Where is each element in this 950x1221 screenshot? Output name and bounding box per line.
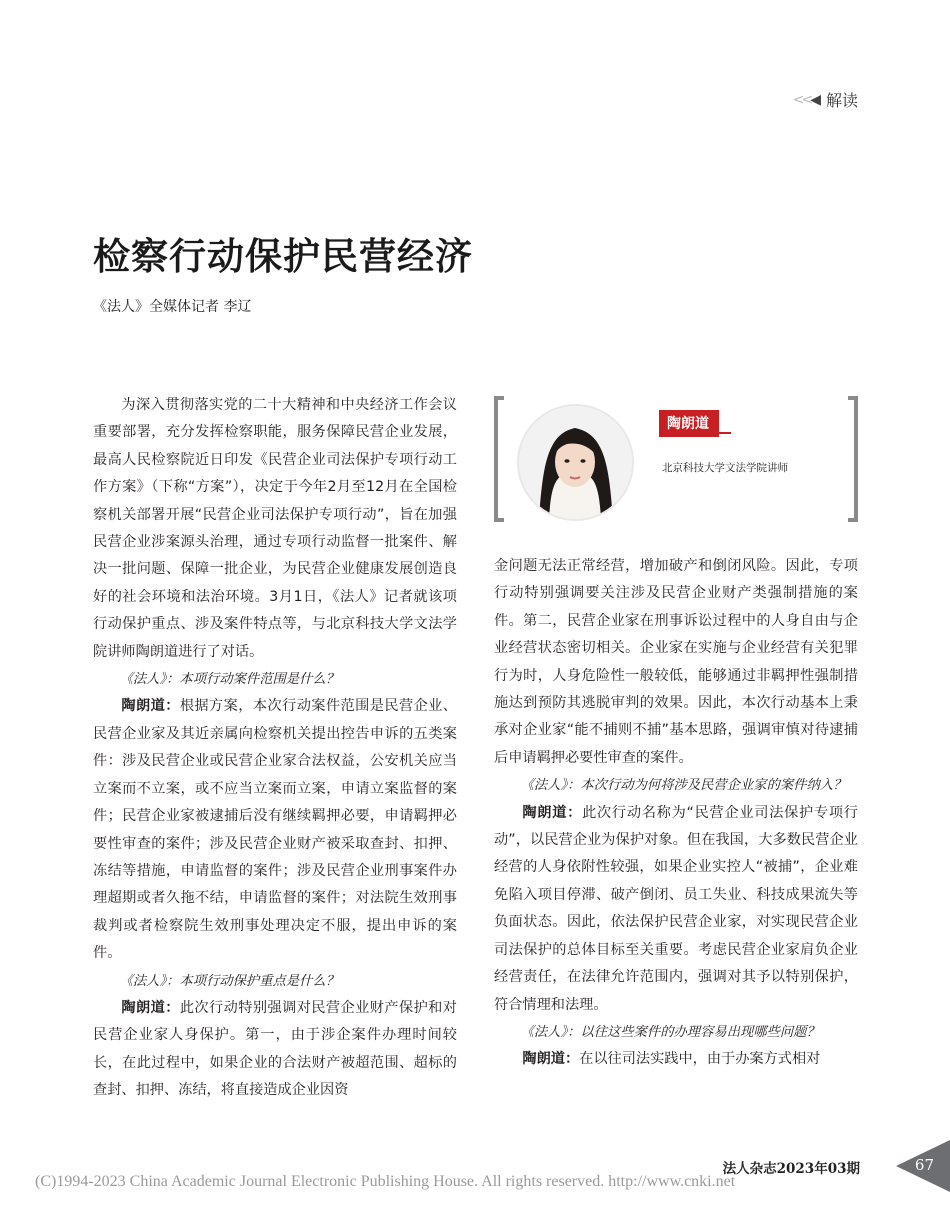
text-column-right [494,553,858,1074]
page-number: 67 [914,1156,934,1174]
interviewee-title: 北京科技大学文法学院讲师 [662,462,788,474]
intro-paragraph: 为深入贯彻落实党的二十大精神和中央经济工作会议重要部署，充分发挥检察职能，服务保障民营企业发展，最高人民检察院近日印发《民营企业司法保护专项行动工作方案》（下称“方案”），决定于今年2月至12月在全国检察机关部署开展“民营企业司法保护专项行动”，旨在加强民营企业涉案源头治理，通过专项行动监督一批案件、解决一批问题、保障一批企业，为民营企业健康发展创造良好的社会环境和法治环境。3月1日，《法人》记者就该项行动保护重点、涉及案件特点等，与北京科技大学文法学院讲师陶朗道进行了对话。 [93,397,457,660]
continued-paragraph: 金问题无法正常经营，增加破产和倒闭风险。因此，专项行动特别强调要关注涉及民营企业财产类强制措施的案件。第二，民营企业家在刑事诉讼过程中的人身自由与企业经营状态密切相关。企业家在实施与企业经营有关犯罪行为时，人身危险性一般较低，能够通过非羁押性强制措施达到预防其逃脱审判的效果。因此，本次行动基本上秉承对企业家“能不捕则不捕”基本思路，强调审慎对待逮捕后申请羁押必要性审查的案件。 [494,558,858,766]
double-chevron-left-icon: <<◀ [792,91,818,108]
text-column-left [93,392,457,1105]
speaker-label: 陶朗道： [121,698,180,715]
article-title: 检察行动保护民营经济 [93,235,473,278]
speaker-label: 陶朗道： [121,999,180,1016]
section-tag [793,88,858,111]
interviewee-portrait [519,406,632,519]
name-underline [659,432,731,434]
answer-3 [494,800,858,1019]
interviewee-name: 陶朗道 [659,410,719,437]
answer-1 [93,693,457,967]
section-label: 解读 [825,91,858,110]
question-2: 《法人》：本项行动保护重点是什么？ [119,973,339,989]
bracket-left [494,396,504,522]
question-1: 《法人》：本项行动案件范围是什么？ [119,672,339,688]
portrait-illustration [519,406,632,519]
speaker-label: 陶朗道： [522,1051,580,1068]
answer-2-text: 此次行动特别强调对民营企业财产保护和对民营企业家人身保护。第一，由于涉企案件办理时间较长，在此过程中，如果企业的合法财产被超范围、超标的查封、扣押、冻结，将直接造成企业因资 [93,999,457,1099]
interviewee-profile-card [494,396,858,526]
speaker-label: 陶朗道： [522,804,583,821]
question-3: 《法人》：本次行动为何将涉及民营企业家的案件纳入？ [520,778,847,794]
answer-1-text: 根据方案，本次行动案件范围是民营企业、民营企业家及其近亲属向检察机关提出控告申诉的五类案件：涉及民营企业或民营企业家合法权益，公安机关应当立案而不立案，或不应当立案而立案，申请立案监督的案件；民营企业家被逮捕后没有继续羁押必要，申请羁押必要性审查的案件；涉及民营企业财产被采取查封、扣押、冻结等措施，申请监督的案件；涉及民营企业刑事案件办理超期或者久拖不结，申请监督的案件；对法院生效刑事裁判或者检察院生效刑事处理决定不服，提出申诉的案件。 [93,698,457,962]
copyright-watermark: (C)1994-2023 China Academic Journal Electronic Publishing House. All rights reserved. http://www.cnki.net [35,1173,736,1190]
answer-4-text: 在以往司法实践中，由于办案方式相对 [579,1051,821,1068]
byline: 《法人》全媒体记者 李辽 [93,299,252,315]
bracket-right [848,396,858,522]
answer-2 [93,995,457,1105]
question-4: 《法人》：以往这些案件的办理容易出现哪些问题？ [520,1024,820,1040]
answer-3-text: 此次行动名称为“民营企业司法保护专项行动”，以民营企业为保护对象。但在我国，大多数民营企业经营的人身依附性较强，如果企业实控人“被捕”，企业难免陷入项目停滞、破产倒闭、员工失业、科技成果流失等负面状态。因此，依法保护民营企业家，对实现民营企业司法保护的总体目标至关重要。考虑民营企业家肩负企业经营责任，在法律允许范围内，强调对其予以特别保护，符合情理和法理。 [494,804,858,1013]
magazine-issue: 法人杂志2023年03期 [722,1161,860,1177]
answer-4 [494,1046,858,1073]
